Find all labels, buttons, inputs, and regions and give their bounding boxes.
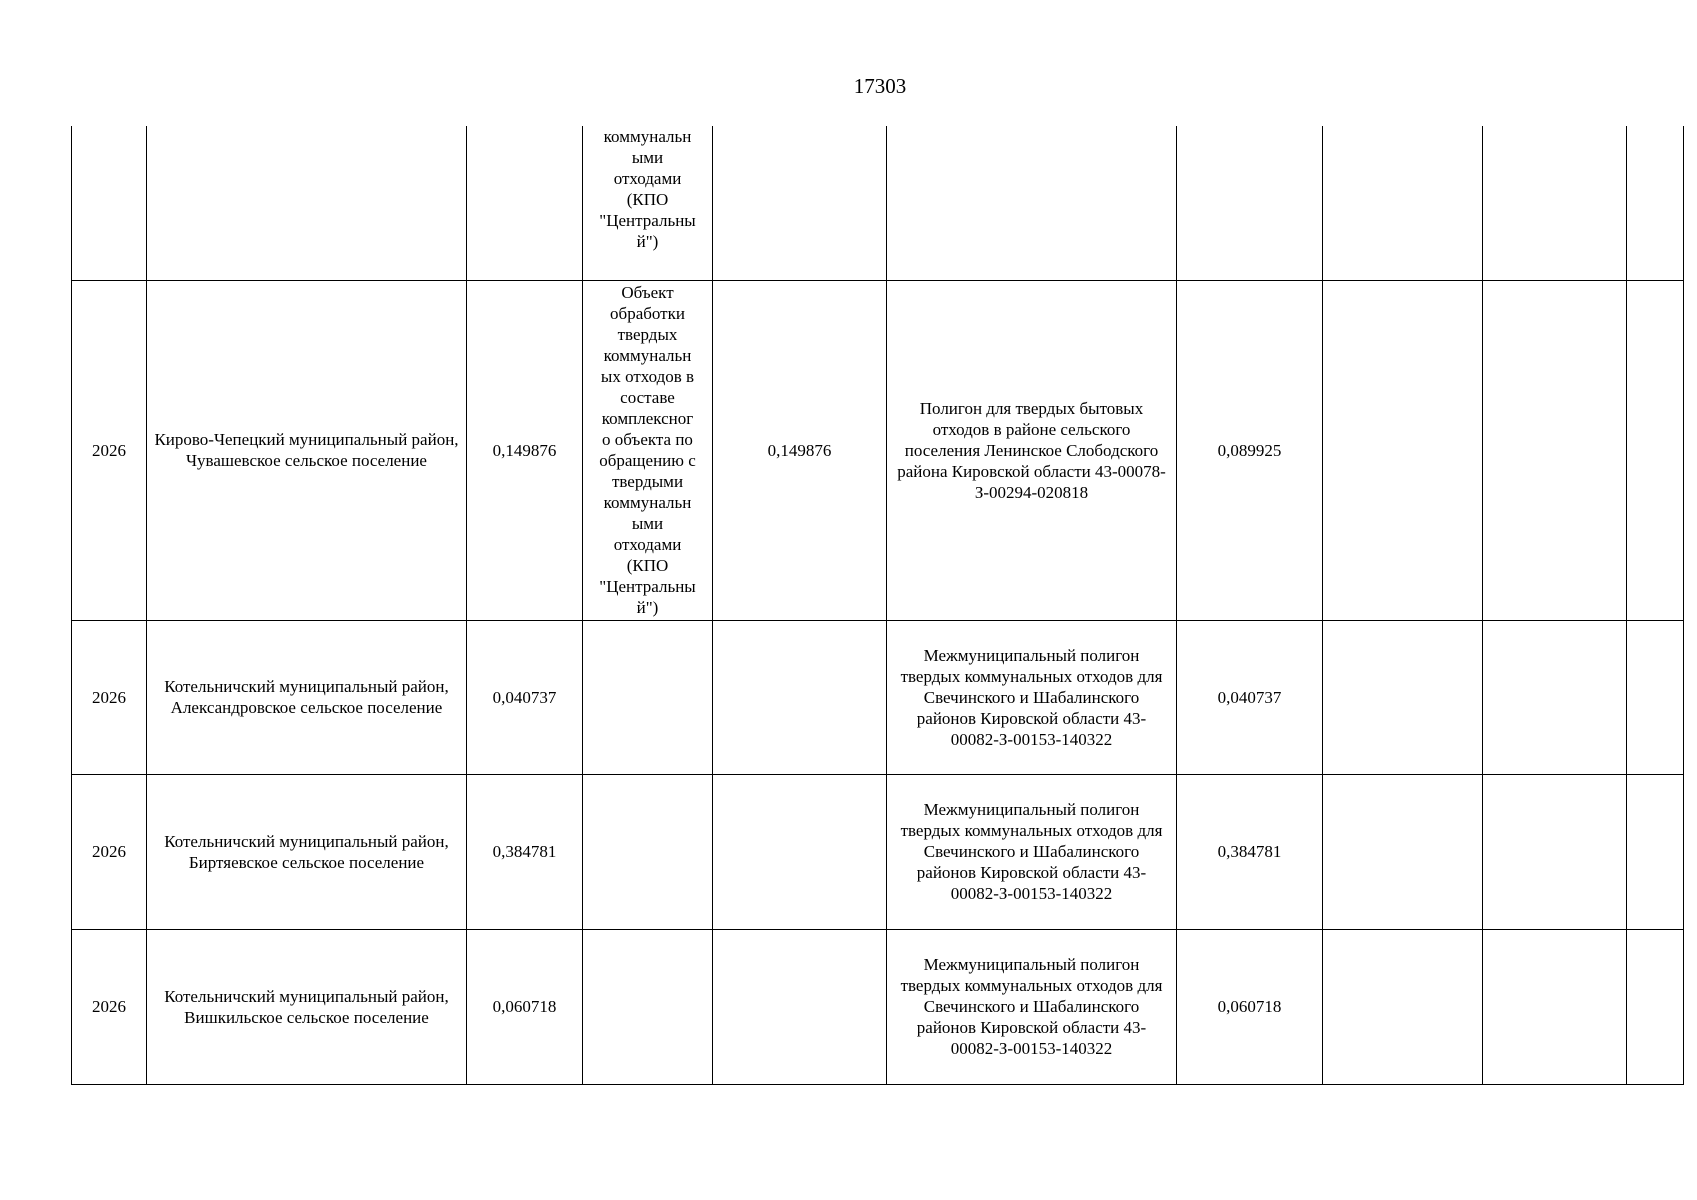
empty-cell: [1323, 126, 1483, 280]
empty-cell: [1323, 280, 1483, 620]
year-cell: 2026: [72, 620, 147, 774]
empty-cell: [1627, 126, 1684, 280]
year-cell: 2026: [72, 280, 147, 620]
year-cell: 2026: [72, 774, 147, 929]
empty-cell: [1323, 620, 1483, 774]
waste-flow-table: [71, 126, 1684, 1085]
table-row: [72, 929, 1684, 1084]
processing-object-cell: [583, 126, 713, 280]
volume-cell: 0,384781: [467, 774, 583, 929]
volume-cell: [467, 126, 583, 280]
processing-volume-cell: [713, 620, 887, 774]
processing-object-text: Объект обработки твердых коммунальн ых отходов в составе комплексног о объекта по обращению с твердыми коммунальн ыми отходами (КПО "Центральны й"): [599, 283, 696, 617]
disposal-volume-cell: [1177, 126, 1323, 280]
processing-volume-cell: [713, 774, 887, 929]
disposal-object-cell: [887, 126, 1177, 280]
table-row: [72, 620, 1684, 774]
year-cell: [72, 126, 147, 280]
empty-cell: [1627, 774, 1684, 929]
disposal-object-cell: Полигон для твердых бытовых отходов в районе сельского поселения Ленинское Слободского района Кировской области 43-00078-З-00294-020818: [887, 280, 1177, 620]
disposal-volume-cell: 0,384781: [1177, 774, 1323, 929]
disposal-volume-cell: 0,060718: [1177, 929, 1323, 1084]
volume-cell: 0,040737: [467, 620, 583, 774]
table-row: [72, 280, 1684, 620]
processing-volume-cell: 0,149876: [713, 280, 887, 620]
territory-cell: Кирово-Чепецкий муниципальный район, Чувашевское сельское поселение: [147, 280, 467, 620]
processing-object-cell: [583, 280, 713, 620]
disposal-volume-cell: 0,089925: [1177, 280, 1323, 620]
territory-cell: Котельничский муниципальный район, Биртяевское сельское поселение: [147, 774, 467, 929]
disposal-object-cell: Межмуниципальный полигон твердых коммунальных отходов для Свечинского и Шабалинского районов Кировской области 43-00082-З-00153-140322: [887, 620, 1177, 774]
processing-volume-cell: [713, 126, 887, 280]
empty-cell: [1627, 280, 1684, 620]
disposal-object-cell: Межмуниципальный полигон твердых коммунальных отходов для Свечинского и Шабалинского районов Кировской области 43-00082-З-00153-140322: [887, 929, 1177, 1084]
territory-cell: Котельничский муниципальный район, Вишкильское сельское поселение: [147, 929, 467, 1084]
volume-cell: 0,149876: [467, 280, 583, 620]
empty-cell: [1483, 280, 1627, 620]
empty-cell: [1627, 929, 1684, 1084]
processing-object-text: коммунальн ыми отходами (КПО "Центральны й"): [599, 127, 696, 251]
empty-cell: [1323, 774, 1483, 929]
disposal-object-cell: Межмуниципальный полигон твердых коммунальных отходов для Свечинского и Шабалинского районов Кировской области 43-00082-З-00153-140322: [887, 774, 1177, 929]
empty-cell: [1483, 620, 1627, 774]
empty-cell: [1483, 126, 1627, 280]
table-row: [72, 774, 1684, 929]
empty-cell: [1483, 929, 1627, 1084]
empty-cell: [1483, 774, 1627, 929]
processing-object-cell: [583, 620, 713, 774]
territory-cell: Котельничский муниципальный район, Александровское сельское поселение: [147, 620, 467, 774]
disposal-volume-cell: 0,040737: [1177, 620, 1323, 774]
page-number: 17303: [853, 74, 907, 98]
processing-object-cell: [583, 929, 713, 1084]
volume-cell: 0,060718: [467, 929, 583, 1084]
processing-object-cell: [583, 774, 713, 929]
processing-volume-cell: [713, 929, 887, 1084]
year-cell: 2026: [72, 929, 147, 1084]
territory-cell: [147, 126, 467, 280]
empty-cell: [1627, 620, 1684, 774]
table-row: [72, 126, 1684, 280]
empty-cell: [1323, 929, 1483, 1084]
